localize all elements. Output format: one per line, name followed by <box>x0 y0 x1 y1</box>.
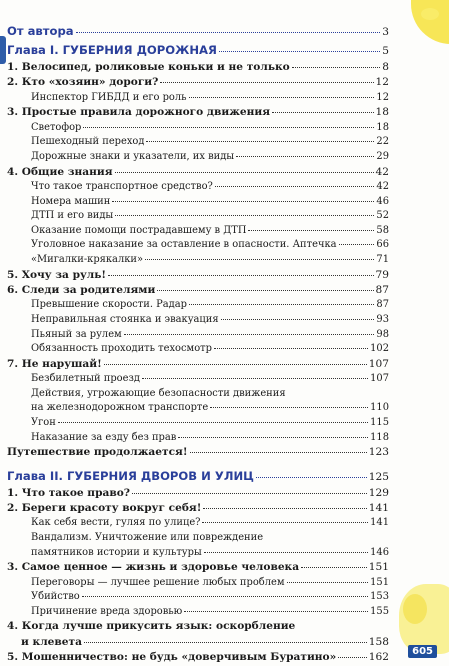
dot-leader <box>189 304 374 305</box>
toc-entry-section[interactable] <box>7 268 389 283</box>
toc-entry-title: Путешествие продолжается! <box>7 446 188 459</box>
toc-entry-page: 87 <box>376 299 389 311</box>
dot-leader <box>272 112 373 113</box>
toc-entry-section[interactable] <box>7 60 389 75</box>
toc-entry-title: Оказание помощи пострадавшему в ДТП <box>31 224 247 236</box>
toc-entry-page: 141 <box>368 501 389 514</box>
dot-leader <box>178 437 368 438</box>
dot-leader <box>184 611 368 612</box>
yellow-decoration-top-small <box>421 8 439 20</box>
toc-entry-title: Обязанность проходить техосмотр <box>31 343 212 355</box>
toc-entry-title: Инспектор ГИБДД и его роль <box>31 91 187 103</box>
toc-entry-section[interactable] <box>7 650 389 665</box>
toc-entry-page: 8 <box>382 61 389 73</box>
toc-entry-section[interactable] <box>7 283 389 298</box>
toc-entry-sub[interactable] <box>7 313 389 328</box>
dot-leader <box>301 567 367 568</box>
toc-entry-page: 129 <box>368 486 389 499</box>
dot-leader <box>82 596 368 597</box>
toc-entry-sub[interactable] <box>7 516 389 531</box>
toc-entry-page: 66 <box>376 239 389 251</box>
toc-entry-section[interactable] <box>7 357 389 372</box>
chapter-tab-marker <box>0 36 6 64</box>
toc-entry-chapter[interactable] <box>7 22 389 41</box>
toc-entry-title: Пьяный за рулем <box>31 328 122 340</box>
toc-entry-page: 58 <box>376 224 389 236</box>
dot-leader <box>202 522 368 523</box>
toc-entry-title: Превышение скорости. Радар <box>31 299 187 311</box>
dot-leader <box>190 452 367 453</box>
toc-entry-sub[interactable] <box>7 328 389 343</box>
toc-entry-sub[interactable] <box>7 253 389 268</box>
toc-entry-title: Номера машин <box>31 195 111 207</box>
toc-entry-section[interactable] <box>7 486 389 501</box>
toc-entry-sub-cont[interactable] <box>7 546 389 561</box>
toc-entry-title: Угон <box>31 416 56 428</box>
toc-entry-page: 29 <box>376 151 389 162</box>
toc-entry-sub[interactable] <box>7 135 389 150</box>
page-number: 605 <box>408 645 437 658</box>
toc-entry-title: Пешеходный переход <box>31 136 145 148</box>
toc-entry-chapter[interactable] <box>7 467 389 486</box>
toc-entry-page: 79 <box>375 268 389 281</box>
toc-entry-page: 107 <box>368 357 389 370</box>
toc-entry-title: От автора <box>7 24 74 38</box>
toc-entry-page: 87 <box>375 283 389 296</box>
toc-entry-title: Что такое транспортное средство? <box>31 181 213 192</box>
toc-entry-page: 22 <box>376 136 389 148</box>
toc-entry-title: 4. Когда лучше прикусить язык: оскорбление <box>7 620 296 633</box>
toc-entry-sub[interactable] <box>7 605 389 620</box>
toc-entry-page: 146 <box>370 546 389 558</box>
dot-leader <box>115 215 374 216</box>
toc-entry-title: Переговоры — лучшее решение любых проблем <box>31 576 285 588</box>
toc-entry-title: 2. Береги красоту вокруг себя! <box>7 501 202 514</box>
toc-entry-page: 18 <box>375 106 389 119</box>
toc-entry-sub[interactable] <box>7 590 389 605</box>
toc-entry-sub[interactable] <box>7 150 389 165</box>
toc-entry-page: 153 <box>370 591 389 603</box>
toc-entry-sub[interactable] <box>7 416 389 431</box>
toc-entry-page: 155 <box>370 605 389 617</box>
toc-entry-title: Глава I. ГУБЕРНИЯ ДОРОЖНАЯ <box>7 43 217 57</box>
toc-entry-title: ДТП и его виды <box>31 210 114 222</box>
toc-entry-sub-cont[interactable] <box>7 401 389 416</box>
toc-entry-title: на железнодорожном транспорте <box>31 402 209 414</box>
toc-entry-section-nopage[interactable] <box>7 619 389 634</box>
toc-entry-title: Как себя вести, гуляя по улице? <box>31 517 201 529</box>
toc-entry-title: 3. Простые правила дорожного движения <box>7 106 271 119</box>
dot-leader <box>287 582 369 583</box>
dot-leader <box>221 319 375 320</box>
dot-leader <box>108 275 373 276</box>
toc-entry-section[interactable] <box>7 445 389 460</box>
dot-leader <box>339 244 375 245</box>
toc-entry-sub[interactable] <box>7 342 389 357</box>
dot-leader <box>292 67 381 68</box>
table-of-contents <box>7 22 389 666</box>
dot-leader <box>115 172 374 173</box>
toc-entry-sub[interactable] <box>7 195 389 210</box>
yellow-decoration-top <box>411 0 449 44</box>
toc-entry-title: Неправильная стоянка и эвакуация <box>31 313 219 325</box>
toc-entry-sub[interactable] <box>7 224 389 239</box>
toc-entry-sect-cont[interactable] <box>7 635 389 650</box>
toc-entry-title: 5. Мошенничество: не будь «доверчивым Буратино» <box>7 651 337 664</box>
toc-entry-page: 52 <box>376 210 389 222</box>
toc-entry-section[interactable] <box>7 501 389 516</box>
dot-leader <box>236 156 374 157</box>
dot-leader <box>160 82 373 83</box>
toc-entry-section[interactable] <box>7 105 389 120</box>
toc-entry-title: Убийство <box>31 591 80 603</box>
toc-entry-page: 12 <box>376 91 389 103</box>
dot-leader <box>84 642 367 643</box>
toc-entry-title: Дорожные знаки и указатели, их виды <box>31 151 235 162</box>
toc-entry-sub[interactable] <box>7 180 389 195</box>
toc-entry-chapter[interactable] <box>7 41 389 60</box>
toc-entry-page: 125 <box>368 470 389 483</box>
toc-entry-title: 3. Самое ценное — жизнь и здоровье человека <box>7 561 300 574</box>
toc-entry-title: 1. Велосипед, роликовые коньки и не только <box>7 61 290 73</box>
toc-entry-sub[interactable] <box>7 238 389 253</box>
toc-entry-title: Вандализм. Уничтожение или повреждение <box>31 531 264 543</box>
toc-entry-section[interactable] <box>7 75 389 90</box>
dot-leader <box>204 552 368 553</box>
toc-entry-title: Глава II. ГУБЕРНИЯ ДВОРОВ И УЛИЦ <box>7 468 254 483</box>
toc-entry-page: 162 <box>368 651 389 664</box>
toc-entry-title: «Мигалки-крякалки» <box>31 253 144 265</box>
toc-entry-sub[interactable] <box>7 91 389 106</box>
dot-leader <box>203 508 366 509</box>
toc-entry-page: 42 <box>376 181 389 192</box>
toc-entry-sub-nopage[interactable] <box>7 531 389 546</box>
toc-entry-sub-nopage[interactable] <box>7 387 389 402</box>
dot-leader <box>145 259 374 260</box>
dot-leader <box>189 97 375 98</box>
toc-entry-page: 158 <box>368 635 389 648</box>
dot-leader <box>104 364 367 365</box>
toc-entry-title: памятников истории и культуры <box>31 546 202 558</box>
dot-leader <box>210 407 368 408</box>
toc-entry-title: 7. Не нарушай! <box>7 357 102 370</box>
toc-entry-page: 71 <box>376 253 389 265</box>
yellow-decoration-bottom-small <box>403 594 427 624</box>
dot-leader <box>157 290 373 291</box>
toc-entry-page: 107 <box>370 373 389 385</box>
dot-leader <box>338 657 367 658</box>
toc-entry-title: Действия, угрожающие безопасности движения <box>31 387 286 399</box>
dot-leader <box>83 127 374 128</box>
dot-leader <box>214 348 368 349</box>
toc-entry-title: Наказание за езду без прав <box>31 431 177 443</box>
dot-leader <box>215 186 375 187</box>
toc-entry-title: 5. Хочу за руль! <box>7 268 107 281</box>
toc-entry-title: 6. Следи за родителями <box>7 283 156 296</box>
toc-entry-page: 93 <box>376 313 389 325</box>
toc-entry-page: 12 <box>375 76 389 89</box>
toc-entry-page: 18 <box>376 121 389 133</box>
dot-leader <box>248 230 374 231</box>
toc-entry-page: 110 <box>370 402 389 414</box>
dot-leader <box>124 334 375 335</box>
toc-entry-title: Светофор <box>31 121 82 133</box>
toc-entry-page: 115 <box>370 416 389 428</box>
toc-entry-page: 98 <box>376 328 389 340</box>
toc-entry-page: 46 <box>376 195 389 207</box>
toc-entry-page: 118 <box>370 431 389 443</box>
toc-entry-title: 4. Общие знания <box>7 165 113 178</box>
toc-entry-page: 123 <box>368 446 389 459</box>
toc-entry-page: 151 <box>368 561 389 574</box>
toc-entry-section[interactable] <box>7 165 389 180</box>
toc-entry-title: и клевета <box>21 635 82 648</box>
dot-leader <box>58 422 368 423</box>
toc-entry-title: Безбилетный проезд <box>31 373 140 385</box>
toc-entry-page: 5 <box>382 45 389 57</box>
toc-entry-page: 102 <box>370 343 389 355</box>
toc-entry-title: 1. Что такое право? <box>7 486 130 499</box>
dot-leader <box>219 51 380 52</box>
toc-entry-page: 42 <box>375 165 389 178</box>
toc-entry-page: 151 <box>370 576 389 588</box>
dot-leader <box>142 378 368 379</box>
toc-entry-page: 3 <box>382 26 389 38</box>
toc-entry-section[interactable] <box>7 560 389 575</box>
toc-entry-sub[interactable] <box>7 121 389 136</box>
toc-entry-title: Уголовное наказание за оставление в опасности. Аптечка <box>31 239 337 251</box>
dot-leader <box>132 493 367 494</box>
toc-entry-sub[interactable] <box>7 576 389 591</box>
toc-entry-sub[interactable] <box>7 298 389 313</box>
toc-entry-page: 141 <box>370 517 389 529</box>
dot-leader <box>76 32 381 33</box>
toc-entry-title: Причинение вреда здоровью <box>31 605 183 617</box>
toc-entry-title: 2. Кто «хозяин» дороги? <box>7 76 159 89</box>
toc-entry-sub[interactable] <box>7 372 389 387</box>
toc-entry-sub[interactable] <box>7 209 389 224</box>
dot-leader <box>112 201 374 202</box>
dot-leader <box>146 141 374 142</box>
dot-leader <box>256 477 367 478</box>
toc-entry-sub[interactable] <box>7 431 389 446</box>
